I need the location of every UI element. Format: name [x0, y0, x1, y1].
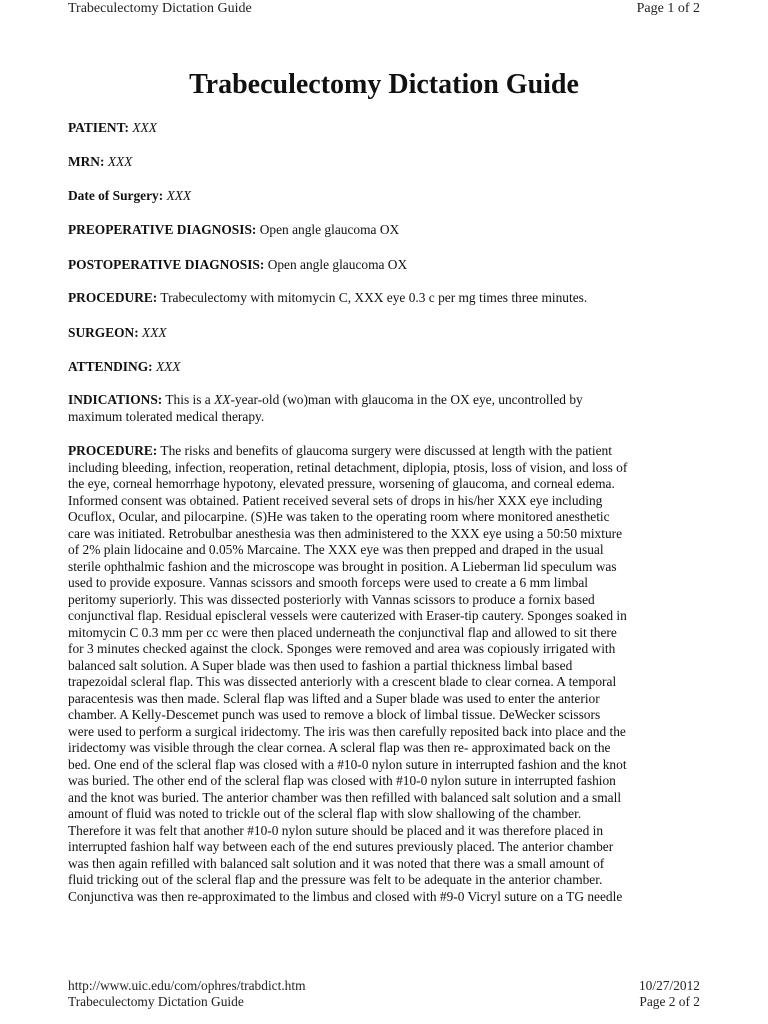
procedure-line: care was initiated. Retrobulbar anesthesia was then administered to the XXX eye using a 50:50 mixture [68, 525, 623, 541]
procedure-line: was buried. The other end of the scleral flap was closed with #10-0 nylon suture in interrupted fashion [68, 773, 616, 788]
indications-line-2: maximum tolerated medical therapy. [68, 408, 265, 424]
postoperative-diagnosis-label: POSTOPERATIVE DIAGNOSIS: [68, 257, 265, 272]
date-of-surgery-label: Date of Surgery: [68, 188, 164, 203]
patient-value: XXX [132, 120, 157, 135]
procedure-line: including bleeding, infection, reoperation, retinal detachment, diplopia, ptosis, loss of vision, and loss of [68, 459, 628, 475]
indications-label: INDICATIONS: [68, 392, 163, 407]
footer-url: http://www.uic.edu/com/ophres/trabdict.htm [68, 978, 306, 993]
procedure-first-line [68, 443, 704, 460]
indications-line-1 [68, 392, 704, 409]
procedure-line: chamber. A Kelly-Descemet punch was used to remove a block of limbal tissue. DeWecker scissors [68, 707, 601, 722]
procedure-line: used to provide exposure. Vannas scissors and smooth forceps were used to create a 6 mm limbal [68, 575, 588, 590]
next-page-header-title: Trabeculectomy Dictation Guide [68, 994, 244, 1009]
procedure-line: bed. One end of the scleral flap was closed with a #10-0 nylon suture in interrupted fashion and the knot [68, 756, 627, 772]
procedure-line: Conjunctiva was then re-approximated to the limbus and closed with #9-0 Vicryl suture on a TG needle [68, 888, 623, 904]
preoperative-diagnosis-field [68, 222, 708, 239]
attending-value: XXX [155, 359, 181, 374]
postoperative-diagnosis-value: Open angle glaucoma OX [267, 257, 408, 272]
procedure-line: the eye, corneal hemorrhage hypotony, elevated pressure, worsening of glaucoma, and corneal edema. [68, 476, 615, 491]
procedure-paragraph [68, 443, 704, 905]
procedure-line: was then again refilled with balanced salt solution and it was noted that there was a small amount of [68, 855, 605, 871]
procedure-summary-field [68, 290, 708, 307]
document-title: Trabeculectomy Dictation Guide [189, 69, 579, 100]
postoperative-diagnosis-field [68, 257, 708, 274]
procedure-line: Ocuflox, Ocular, and pilocarpine. (S)He was taken to the operating room where monitored anesthetic [68, 509, 610, 524]
procedure-line: for 3 minutes checked against the clock. Sponges were removed and area was copiously irrigated with [68, 641, 616, 656]
next-page-number: Page 2 of 2 [639, 994, 700, 1009]
attending-field [68, 359, 708, 376]
procedure-summary-label: PROCEDURE: [68, 290, 158, 305]
page-header-title: Trabeculectomy Dictation Guide [68, 1, 252, 16]
procedure-line: interrupted fashion half way between each of the end sutures previously placed. The anterior chamber [68, 839, 614, 854]
procedure-line: and the knot was buried. The anterior chamber was then refilled with balanced salt solution and a small [68, 789, 622, 805]
attending-label: ATTENDING: [68, 359, 153, 374]
procedure-line: paracentesis was then made. Scleral flap was lifted and a Super blade was used to enter the anterior [68, 690, 600, 706]
footer-date: 10/27/2012 [638, 978, 700, 993]
procedure-summary-value: Trabeculectomy with mitomycin C, XXX eye 0.3 c per mg times three minutes. [160, 290, 588, 305]
indications-text-rest: -year-old (wo)man with glaucoma in the OX eye, uncontrolled by [230, 392, 583, 407]
indications-paragraph [68, 392, 704, 425]
procedure-line: peritomy superiorly. This was dissected posteriorly with Vannas scissors to produce a fornix based [68, 591, 595, 607]
mrn-label: MRN: [68, 154, 105, 169]
indications-age: XX [214, 392, 231, 407]
procedure-line: were used to perform a surgical iridectomy. The iris was then carefully reposited back into place and the [68, 723, 626, 739]
procedure-line: conjunctival flap. Residual episcleral vessels were cauterized with Eraser-tip cautery. Sponges soaked in [68, 608, 627, 623]
patient-label: PATIENT: [68, 120, 130, 135]
indications-text-pre: This is a [165, 392, 211, 407]
surgeon-field [68, 325, 708, 342]
surgeon-value: XXX [142, 325, 167, 340]
procedure-line: fluid tricking out of the scleral flap and the pressure was felt to be adequate in the anterior chamber. [68, 872, 603, 887]
procedure-line: of 2% plain lidocaine and 0.05% Marcaine. The XXX eye was then prepped and draped in the usual [68, 542, 604, 557]
surgeon-label: SURGEON: [68, 325, 139, 340]
mrn-field [68, 154, 708, 171]
procedure-line: mitomycin C 0.3 mm per cc were then placed underneath the conjunctival flap and allowed to sit there [68, 624, 617, 640]
procedure-first-text: The risks and benefits of glaucoma surgery were discussed at length with the patient [160, 443, 612, 458]
date-of-surgery-value: XXX [166, 188, 192, 203]
procedure-line: sterile ophthalmic fashion and the microscope was brought in position. A Lieberman lid speculum was [68, 558, 617, 574]
procedure-line: balanced salt solution. A Super blade was then used to fashion a partial thickness limbal based [68, 657, 573, 673]
preoperative-diagnosis-label: PREOPERATIVE DIAGNOSIS: [68, 222, 257, 237]
page-number: Page 1 of 2 [636, 1, 700, 16]
procedure-line: Therefore it was felt that another #10-0 nylon suture should be placed and it was therefore placed in [68, 822, 604, 838]
mrn-value: XXX [107, 154, 133, 169]
procedure-body [68, 460, 704, 906]
preoperative-diagnosis-value: Open angle glaucoma OX [259, 222, 400, 237]
procedure-label: PROCEDURE: [68, 443, 158, 458]
date-of-surgery-field [68, 188, 708, 205]
procedure-line: iridectomy was visible through the clear cornea. A scleral flap was then re- approximated back on the [68, 740, 611, 755]
procedure-line: trapezoidal scleral flap. This was dissected anteriorly with a crescent blade to clear cornea. A temporal [68, 674, 617, 689]
patient-field [68, 120, 708, 137]
procedure-line: amount of fluid was noted to trickle out of the scleral flap with slow shallowing of the chamber. [68, 806, 582, 821]
procedure-line: Informed consent was obtained. Patient received several sets of drops in his/her XXX eye including [68, 492, 603, 508]
